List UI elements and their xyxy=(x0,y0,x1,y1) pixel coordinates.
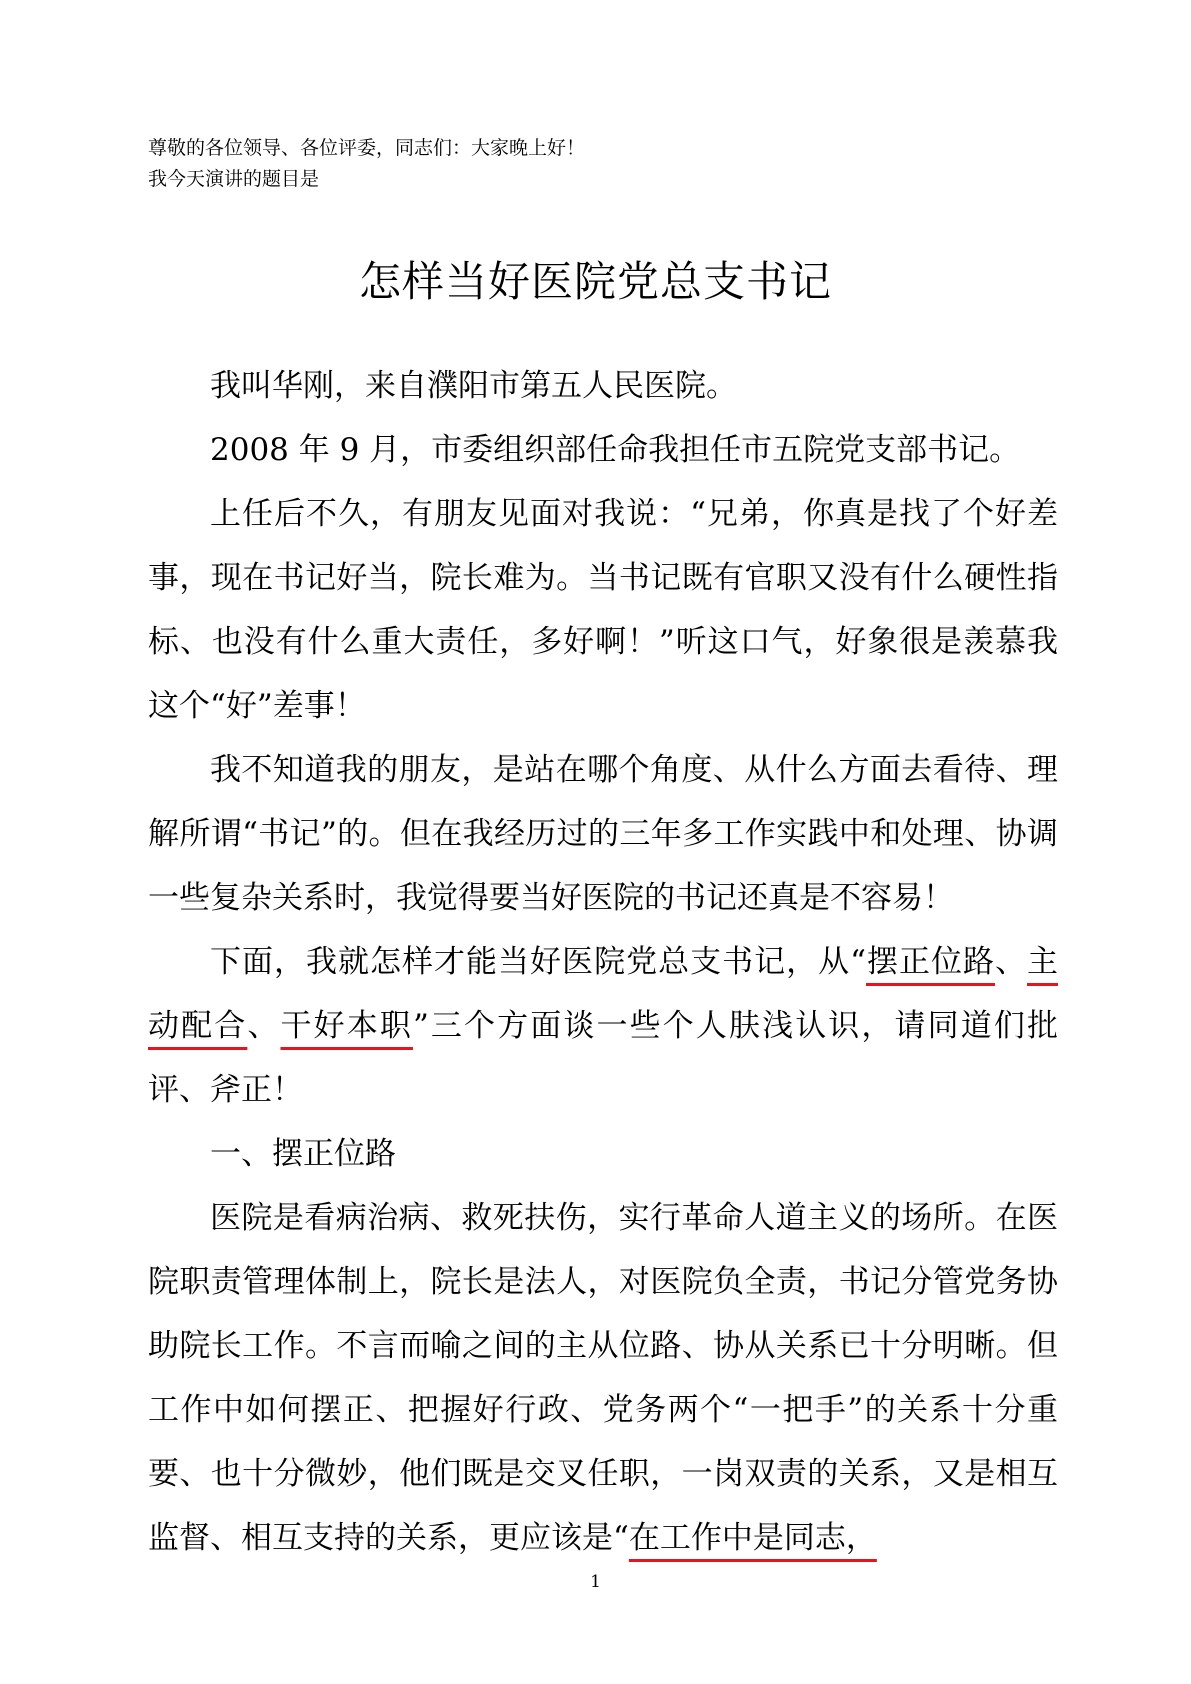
page-number: 1 xyxy=(590,1572,601,1592)
paragraph-hospital-roles xyxy=(148,1186,1058,1570)
underlined-phrase-4: 在工作中是同志， xyxy=(628,1520,877,1556)
paragraph-outline xyxy=(148,930,1058,1122)
roles-text: 医院是看病治病、救死扶伤，实行革命人道主义的场所。在医院职责管理体制上，院长是法人，对医院负全责，书记分管党务协助院长工作。不言而喻之间的主从位路、协从关系已十分明晰。但工作中如何摆正、把握好行政、党务两个“一把手”的关系十分重要、也十分微妙，他们既是交叉任职，一岗双责的关系，又是相互监督、相互支持的关系，更应该是“ xyxy=(148,1200,1058,1556)
outline-separator-2: 、 xyxy=(247,1008,281,1044)
underlined-phrase-1: 摆正位路 xyxy=(865,944,995,980)
paragraph-intro: 我叫华刚，来自濮阳市第五人民医院。 xyxy=(210,368,737,404)
outline-text-after: ”三个方面谈一些个人肤浅认识，请同道们批评、斧正！ xyxy=(148,1008,1059,1108)
section-heading-1: 一、摆正位路 xyxy=(210,1136,396,1172)
outline-text-before: 下面，我就怎样才能当好医院党总支书记，从“ xyxy=(210,944,866,980)
greeting-line-1: 尊敬的各位领导、各位评委，同志们：大家晚上好！ xyxy=(148,137,586,159)
speech-title: 怎样当好医院党总支书记 xyxy=(358,257,832,306)
speech-body xyxy=(148,354,1058,1570)
paragraph-appointment: 2008 年 9 月，市委组织部任命我担任市五院党支部书记。 xyxy=(210,432,1021,468)
paragraph-reflection: 我不知道我的朋友，是站在哪个角度、从什么方面去看待、理解所谓“书记”的。但在我经历过的三年多工作实践中和处理、协调一些复杂关系时，我觉得要当好医院的书记还真是不容易！ xyxy=(148,752,1058,916)
greeting-line-2: 我今天演讲的题目是 xyxy=(148,168,320,190)
paragraph-friend-remark: 上任后不久，有朋友见面对我说：“兄弟，你真是找了个好差事，现在书记好当，院长难为。当书记既有官职又没有什么硬性指标、也没有什么重大责任，多好啊！”听这口气，好象很是羡慕我这个“好”差事！ xyxy=(148,496,1058,724)
outline-separator-1: 、 xyxy=(995,944,1028,980)
underlined-phrase-2: 主动配合 xyxy=(148,944,1059,1044)
underlined-phrase-3: 干好本职 xyxy=(280,1008,413,1044)
